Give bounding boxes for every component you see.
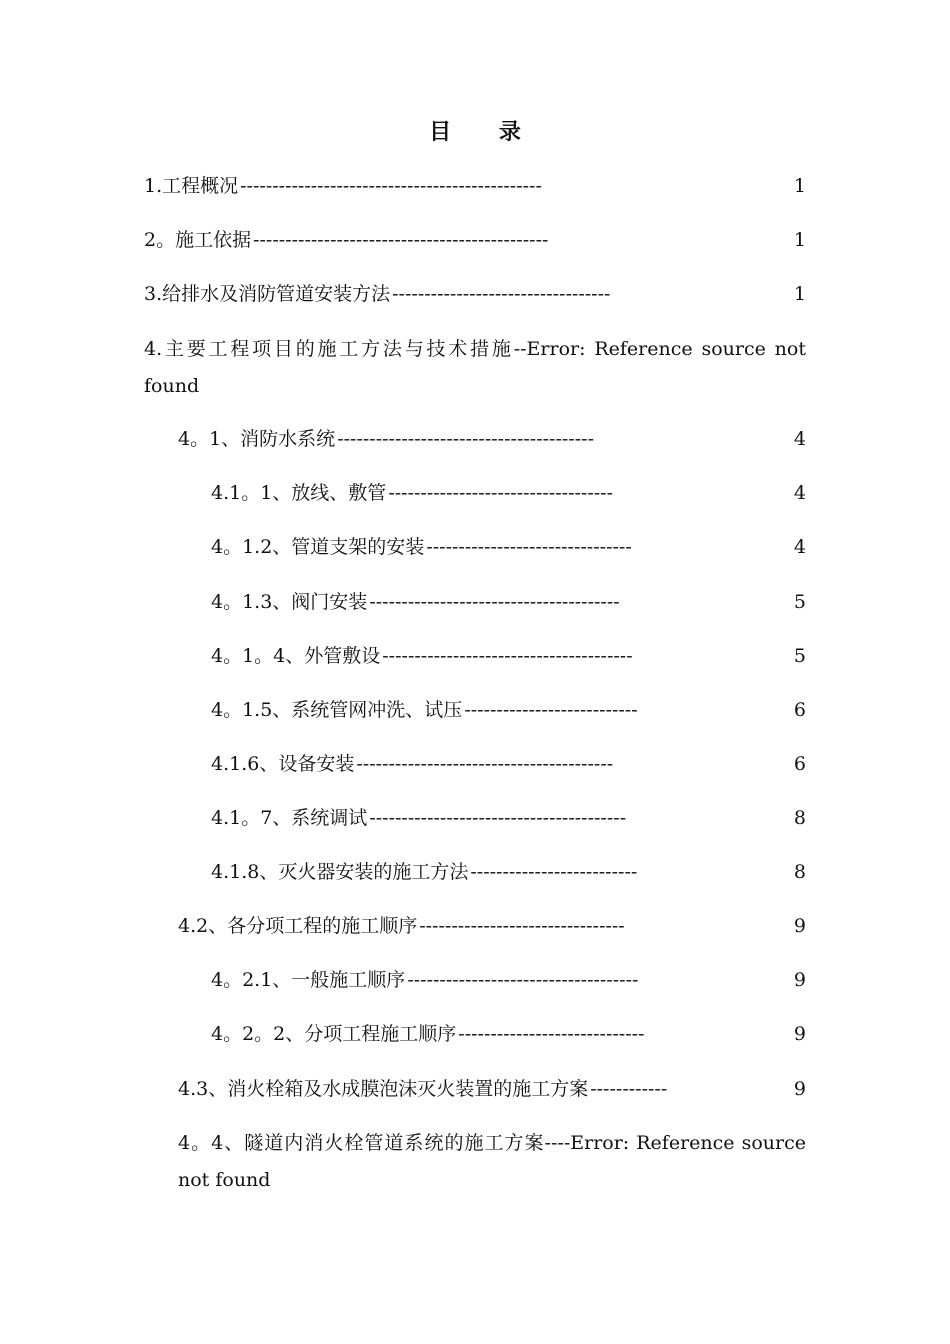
toc-entry-text: 4。4、隧道内消火栓管道系统的施工方案----Error: Reference source not found <box>178 1132 806 1191</box>
toc-entry-label: 4.1.8、灭火器安装的施工方法 <box>211 861 469 883</box>
toc-entry-leader: ------------ <box>590 1078 668 1100</box>
toc-entry-leader: ----------------------------- <box>458 1023 645 1045</box>
toc-entry-label: 4。1。4、外管敷设 <box>211 645 381 667</box>
toc-entry[interactable] <box>144 168 806 205</box>
toc-entry[interactable] <box>211 475 806 512</box>
toc-entry-page-number: 8 <box>793 861 806 883</box>
toc-entry[interactable] <box>144 222 806 259</box>
toc-entry-label: 4.3、消火栓箱及水成膜泡沫灭火装置的施工方案 <box>178 1078 589 1100</box>
toc-entry-leader: --------------------------------------- <box>382 645 633 667</box>
toc-entry-page-number: 4 <box>793 482 806 504</box>
toc-entry-label: 4.1。7、系统调试 <box>211 807 368 829</box>
toc-entry[interactable] <box>178 421 806 458</box>
toc-entry-leader: ----------------------------------------------- <box>240 175 542 197</box>
toc-entry-leader: -------------------------- <box>470 861 638 883</box>
toc-entry[interactable] <box>211 584 806 621</box>
toc-entry-label: 4。1.5、系统管网冲洗、试压 <box>211 699 463 721</box>
toc-entry-leader: ------------------------------------ <box>407 969 639 991</box>
toc-entry[interactable] <box>211 692 806 729</box>
toc-entry-page-number: 1 <box>793 175 806 197</box>
toc-entry-leader: ---------------------------------- <box>392 283 611 305</box>
toc-entry-leader: ---------------------------------------- <box>369 807 627 829</box>
toc-entry[interactable] <box>178 1071 806 1108</box>
toc-entry-page-number: 4 <box>793 428 806 450</box>
page-title: 目 录 <box>429 119 541 145</box>
toc-entry-leader: --------------------------- <box>464 699 638 721</box>
toc-entry-label: 3.给排水及消防管道安装方法 <box>144 283 391 305</box>
toc-entry-label: 4。1.3、阀门安装 <box>211 591 368 613</box>
toc-entry-label: 4.1。1、放线、敷管 <box>211 482 387 504</box>
toc-entry-page-number: 8 <box>793 807 806 829</box>
toc-entry-leader: --------------------------------------- <box>369 591 620 613</box>
toc-entry-page-number: 1 <box>793 283 806 305</box>
toc-entry-page-number: 9 <box>793 915 806 937</box>
toc-entry[interactable] <box>211 962 806 999</box>
toc-entry-label: 4。2。2、分项工程施工顺序 <box>211 1023 457 1045</box>
toc-entry-page-number: 6 <box>793 699 806 721</box>
toc-entry-page-number: 1 <box>793 229 806 251</box>
toc-entry[interactable] <box>178 908 806 945</box>
toc-entry-leader: ----------------------------------- <box>388 482 614 504</box>
toc-entry-page-number: 5 <box>793 591 806 613</box>
toc-entry-page-number: 5 <box>793 645 806 667</box>
toc-entry[interactable] <box>211 854 806 891</box>
toc-entry-label: 4.1.6、设备安装 <box>211 753 355 775</box>
toc-entry-label: 4。1、消防水系统 <box>178 428 336 450</box>
toc-entry[interactable] <box>211 800 806 837</box>
toc-entry-text: 4.主要工程项目的施工方法与技术措施--Error: Reference source not found <box>144 338 806 397</box>
toc-entry-leader: -------------------------------- <box>419 915 625 937</box>
toc-entry-label: 4。1.2、管道支架的安装 <box>211 536 425 558</box>
toc-entry-page-number: 6 <box>793 753 806 775</box>
toc-entry[interactable] <box>211 746 806 783</box>
toc-entry-leader: ---------------------------------------------- <box>253 229 549 251</box>
toc-entry-broken-reference[interactable] <box>144 331 806 405</box>
toc-entry[interactable] <box>144 276 806 313</box>
toc-entry-leader: ---------------------------------------- <box>356 753 614 775</box>
toc-entry-page-number: 9 <box>793 1023 806 1045</box>
toc-entry-label: 4.2、各分项工程的施工顺序 <box>178 915 418 937</box>
toc-entry-label: 2。施工依据 <box>144 229 252 251</box>
toc-entry-page-number: 4 <box>793 536 806 558</box>
toc-entry-label: 1.工程概况 <box>144 175 239 197</box>
toc-entry[interactable] <box>211 1016 806 1053</box>
toc-entry-leader: -------------------------------- <box>426 536 632 558</box>
toc-entry-leader: ---------------------------------------- <box>337 428 594 450</box>
toc-entry-page-number: 9 <box>793 1078 806 1100</box>
toc-entry-broken-reference[interactable] <box>178 1125 806 1199</box>
toc-entry-label: 4。2.1、一般施工顺序 <box>211 969 406 991</box>
toc-entry[interactable] <box>211 638 806 675</box>
toc-entry[interactable] <box>211 529 806 566</box>
toc-entry-page-number: 9 <box>793 969 806 991</box>
